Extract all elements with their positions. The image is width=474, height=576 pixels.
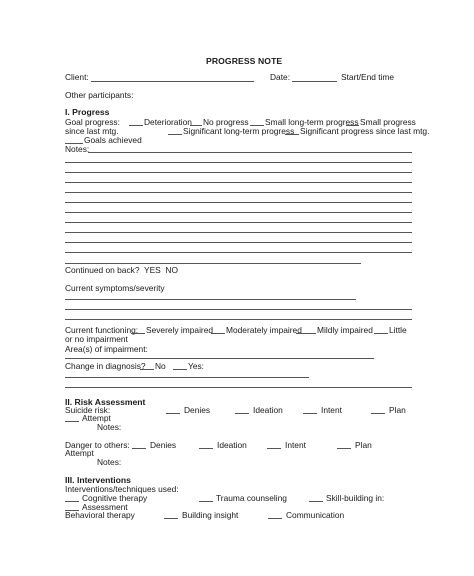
severely-impaired-blank[interactable] (131, 333, 145, 334)
opt-trauma-counseling: Trauma counseling (216, 493, 287, 503)
notes-line[interactable] (65, 232, 412, 233)
suicide-intent-blank[interactable] (303, 413, 317, 414)
building-insight-blank[interactable] (164, 518, 178, 519)
danger-ideation: Ideation (217, 440, 247, 450)
opt-cognitive-therapy: Cognitive therapy (82, 493, 148, 503)
opt-little: Little (389, 325, 407, 335)
opt-assessment: Assessment (82, 502, 128, 512)
opt-severely-impaired: Severely impaired (146, 325, 214, 335)
opt-small-progress: Small progress (360, 117, 416, 127)
start-end-label: Start/End time (341, 72, 395, 82)
diagnosis-no: No (155, 361, 166, 371)
opt-no-impairment: or no impairment (65, 334, 128, 344)
danger-notes-label: Notes: (97, 457, 122, 467)
section-interventions-heading: III. Interventions (65, 475, 131, 485)
opt-behavioral-therapy: Behavioral therapy (65, 510, 135, 520)
suicide-attempt-blank[interactable] (65, 421, 79, 422)
suicide-attempt: Attempt (82, 413, 111, 423)
skill-building-blank[interactable] (309, 501, 323, 502)
danger-ideation-blank[interactable] (199, 448, 213, 449)
section-progress-heading: I. Progress (65, 107, 110, 117)
suicide-ideation: Ideation (253, 405, 283, 415)
diagnosis-line[interactable] (65, 377, 309, 378)
significant-long-term-blank[interactable] (168, 134, 182, 135)
opt-communication: Communication (286, 510, 345, 520)
page-title: PROGRESS NOTE (206, 56, 283, 66)
notes-line[interactable] (88, 152, 412, 153)
danger-plan: Plan (355, 440, 372, 450)
moderately-impaired-blank[interactable] (211, 333, 225, 334)
danger-denies-blank[interactable] (132, 448, 146, 449)
notes-line[interactable] (65, 172, 412, 173)
suicide-risk-label: Suicide risk: (65, 405, 111, 415)
suicide-denies: Denies (184, 405, 211, 415)
mildly-impaired-blank[interactable] (296, 333, 316, 334)
notes-line[interactable] (65, 212, 412, 213)
diagnosis-no-blank[interactable] (140, 369, 154, 370)
suicide-intent: Intent (321, 405, 342, 415)
current-symptoms-label: Current symptoms/severity (65, 283, 165, 293)
opt-mildly-impaired: Mildly impaired (317, 325, 373, 335)
opt-significant-long-term: Significant long-term progress (183, 126, 295, 136)
danger-attempt: Attempt (65, 448, 94, 458)
other-participants-label: Other participants: (65, 90, 134, 100)
danger-to-others-label: Danger to others: (65, 440, 130, 450)
opt-moderately-impaired: Moderately impaired (226, 325, 302, 335)
goal-progress-label: Goal progress: (65, 117, 120, 127)
notes-line[interactable] (65, 242, 412, 243)
opt-goals-achieved: Goals achieved (84, 135, 142, 145)
suicide-notes-label: Notes: (97, 422, 122, 432)
opt-skill-building: Skill-building in: (326, 493, 385, 503)
suicide-denies-blank[interactable] (166, 413, 180, 414)
symptoms-line[interactable] (65, 309, 412, 310)
danger-intent: Intent (285, 440, 306, 450)
areas-line[interactable] (65, 358, 374, 359)
since-last-mtg-label: since last mtg. (65, 126, 119, 136)
section-risk-heading: II. Risk Assessment (65, 397, 146, 407)
opt-small-long-term: Small long-term progress (265, 117, 359, 127)
notes-line[interactable] (65, 263, 361, 264)
little-blank[interactable] (374, 333, 388, 334)
suicide-plan: Plan (389, 405, 406, 415)
danger-intent-blank[interactable] (267, 448, 281, 449)
suicide-plan-blank[interactable] (371, 413, 385, 414)
date-label: Date: (270, 72, 291, 82)
symptoms-line[interactable] (65, 299, 356, 300)
interventions-used-label: Interventions/techniques used: (65, 484, 179, 494)
areas-of-impairment-label: Area(s) of impairment: (65, 344, 148, 354)
suicide-ideation-blank[interactable] (235, 413, 249, 414)
opt-building-insight: Building insight (182, 510, 239, 520)
client-field[interactable] (91, 81, 254, 82)
communication-blank[interactable] (268, 518, 282, 519)
danger-denies: Denies (150, 440, 177, 450)
notes-line[interactable] (65, 202, 412, 203)
diagnosis-yes: Yes: (188, 361, 204, 371)
notes-line[interactable] (65, 162, 412, 163)
opt-no-progress: No progress (203, 117, 249, 127)
continued-on-back: Continued on back? YES NO (65, 265, 178, 275)
current-functioning-label: Current functioning: (65, 325, 139, 335)
diagnosis-yes-blank[interactable] (173, 369, 187, 370)
change-in-diagnosis-label: Change in diagnosis? (65, 361, 146, 371)
notes-line[interactable] (65, 192, 412, 193)
trauma-blank[interactable] (199, 501, 213, 502)
diagnosis-line[interactable] (65, 387, 412, 388)
notes-line[interactable] (65, 252, 412, 253)
cognitive-blank[interactable] (65, 501, 79, 502)
client-label: Client: (65, 72, 89, 82)
notes-line[interactable] (65, 182, 412, 183)
symptoms-line[interactable] (65, 319, 412, 320)
notes-line[interactable] (65, 222, 412, 223)
opt-significant-progress: Significant progress since last mtg. (300, 126, 430, 136)
significant-progress-blank[interactable] (285, 134, 299, 135)
date-field[interactable] (292, 81, 337, 82)
opt-deterioration: Deterioration (144, 117, 192, 127)
deterioration-blank[interactable] (129, 125, 143, 126)
notes-label: Notes: (65, 144, 90, 154)
danger-plan-blank[interactable] (337, 448, 351, 449)
